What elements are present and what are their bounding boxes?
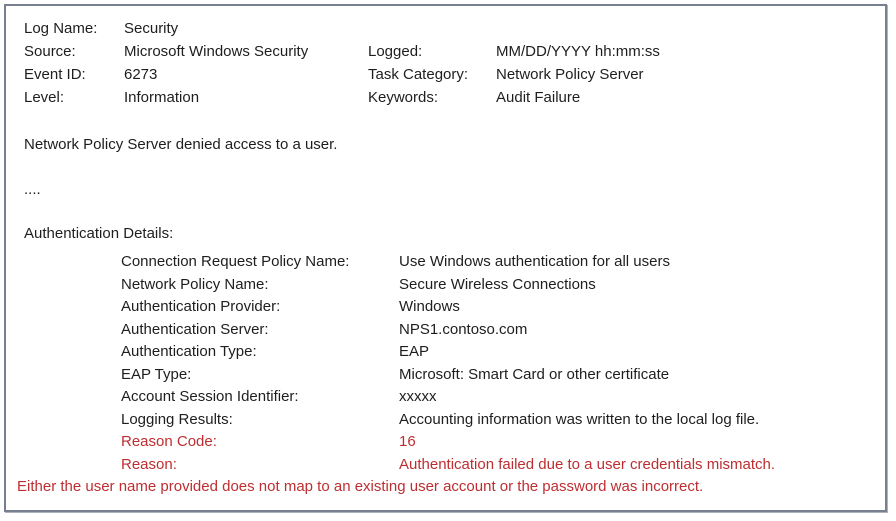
task-category-value: Network Policy Server — [496, 66, 644, 83]
detail-label: EAP Type: — [121, 365, 192, 383]
source-label: Source: — [24, 43, 76, 60]
event-id-value: 6273 — [124, 66, 158, 83]
logged-value: MM/DD/YYYY hh:mm:ss — [496, 43, 660, 60]
detail-value: 16 — [399, 433, 416, 450]
detail-value: Accounting information was written to the local log file. — [399, 410, 760, 428]
detail-row-logging-results — [24, 409, 871, 432]
level-label: Level: — [24, 89, 65, 106]
header-spacer — [496, 17, 871, 40]
detail-value: Use Windows authentication for all users — [399, 253, 670, 270]
detail-value: Authentication failed due to a user credentials mismatch. — [399, 455, 776, 473]
level-value: Information — [124, 89, 200, 106]
detail-value: NPS1.contoso.com — [399, 320, 528, 338]
detail-value: Windows — [399, 298, 460, 315]
detail-row-authentication-type — [24, 341, 871, 364]
detail-label: Connection Request Policy Name: — [121, 253, 350, 270]
detail-value: EAP — [399, 343, 430, 360]
detail-label: Authentication Type: — [121, 343, 257, 360]
detail-row-account-session-identifier — [24, 386, 871, 409]
detail-row-authentication-server — [24, 319, 871, 342]
event-log-panel — [4, 4, 887, 512]
log-name-value: Security — [124, 20, 179, 37]
logged-label: Logged: — [368, 43, 423, 60]
log-name-label: Log Name: — [24, 20, 98, 37]
source-value: Microsoft Windows Security — [124, 43, 309, 60]
detail-row-network-policy-name — [24, 274, 871, 297]
detail-label: Network Policy Name: — [121, 275, 269, 293]
event-header-grid — [24, 17, 871, 109]
detail-label: Authentication Server: — [121, 320, 269, 338]
task-category-label: Task Category: — [368, 66, 469, 83]
detail-row-reason-code — [24, 431, 871, 454]
event-id-label: Event ID: — [24, 66, 86, 83]
detail-label: Reason Code: — [121, 433, 217, 450]
detail-label: Authentication Provider: — [121, 298, 281, 315]
detail-label: Reason: — [121, 455, 177, 473]
detail-value: Secure Wireless Connections — [399, 275, 596, 293]
event-description: Network Policy Server denied access to a user. — [24, 136, 338, 153]
detail-value: xxxxx — [399, 388, 437, 405]
detail-row-eap-type — [24, 364, 871, 387]
detail-row-reason — [24, 454, 871, 477]
detail-value: Microsoft: Smart Card or other certificate — [399, 365, 670, 383]
header-spacer — [368, 17, 496, 40]
error-explanation-text: Either the user name provided does not map to an existing user account or the password was incorrect. — [17, 478, 704, 495]
detail-row-authentication-provider — [24, 296, 871, 319]
detail-row-connection-request-policy — [24, 251, 871, 274]
detail-label: Logging Results: — [121, 410, 233, 428]
keywords-label: Keywords: — [368, 89, 439, 106]
keywords-value: Audit Failure — [496, 89, 581, 106]
detail-label: Account Session Identifier: — [121, 388, 299, 405]
authentication-details-heading: Authentication Details: — [24, 225, 174, 242]
ellipsis-text: .... — [24, 181, 41, 198]
authentication-details-list — [24, 251, 871, 476]
